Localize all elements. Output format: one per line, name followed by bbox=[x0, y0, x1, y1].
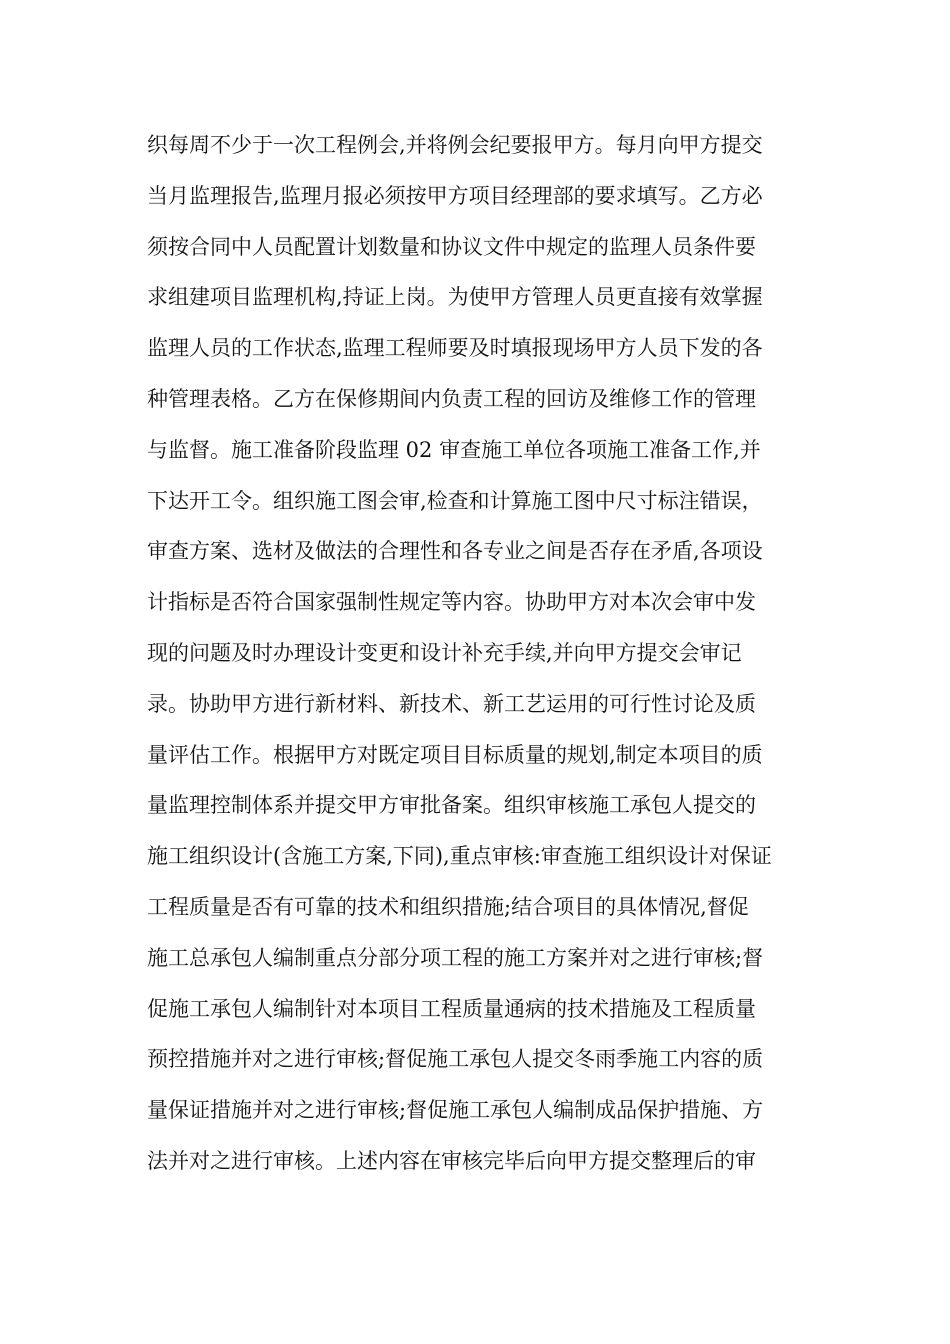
text-line: 施工总承包人编制重点分部分项工程的施工方案并对之进行审核;督 bbox=[147, 945, 764, 970]
text-line: 监理人员的工作状态,监理工程师要及时填报现场甲方人员下发的各 bbox=[147, 336, 763, 361]
text-line: 法并对之进行审核。上述内容在审核完毕后向甲方提交整理后的审 bbox=[147, 1148, 756, 1173]
text-line: 种管理表格。乙方在保修期间内负责工程的回访及维修工作的管理 bbox=[147, 386, 756, 411]
text-line: 量保证措施并对之进行审核;督促施工承包人编制成品保护措施、方 bbox=[147, 1098, 764, 1123]
text-line: 量评估工作。根据甲方对既定项目目标质量的规划,制定本项目的质 bbox=[147, 742, 763, 767]
text-line: 量监理控制体系并提交甲方审批备案。组织审核施工承包人提交的 bbox=[147, 793, 756, 818]
text-line: 计指标是否符合国家强制性规定等内容。协助甲方对本次会审中发 bbox=[147, 590, 756, 615]
body-paragraph bbox=[147, 120, 807, 1187]
text-line: 织每周不少于一次工程例会,并将例会纪要报甲方。每月向甲方提交 bbox=[147, 133, 763, 157]
text-line: 现的问题及时办理设计变更和设计补充手续,并向甲方提交会审记 bbox=[147, 640, 742, 665]
text-line: 工程质量是否有可靠的技术和组织措施;结合项目的具体情况,督促 bbox=[147, 894, 749, 919]
text-line: 录。协助甲方进行新材料、新技术、新工艺运用的可行性讨论及质 bbox=[147, 691, 756, 716]
text-line: 须按合同中人员配置计划数量和协议文件中规定的监理人员条件要 bbox=[147, 234, 756, 259]
text-line: 下达开工令。组织施工图会审,检查和计算施工图中尺寸标注错误， bbox=[147, 488, 763, 513]
text-line: 预控措施并对之进行审核;督促施工承包人提交冬雨季施工内容的质 bbox=[147, 1047, 764, 1072]
text-line: 求组建项目监理机构,持证上岗。为使甲方管理人员更直接有效掌握 bbox=[147, 285, 763, 310]
text-line: 施工组织设计(含施工方案,下同),重点审核:审查施工组织设计对保证 bbox=[147, 844, 772, 869]
text-line: 当月监理报告,监理月报必须按甲方项目经理部的要求填写。乙方必 bbox=[147, 183, 763, 208]
text-line: 审查方案、选材及做法的合理性和各专业之间是否存在矛盾,各项设 bbox=[147, 539, 763, 564]
text-line: 与监督。施工准备阶段监理 02 审查施工单位各项施工准备工作,并 bbox=[147, 437, 761, 462]
text-line: 促施工承包人编制针对本项目工程质量通病的技术措施及工程质量 bbox=[147, 996, 756, 1021]
